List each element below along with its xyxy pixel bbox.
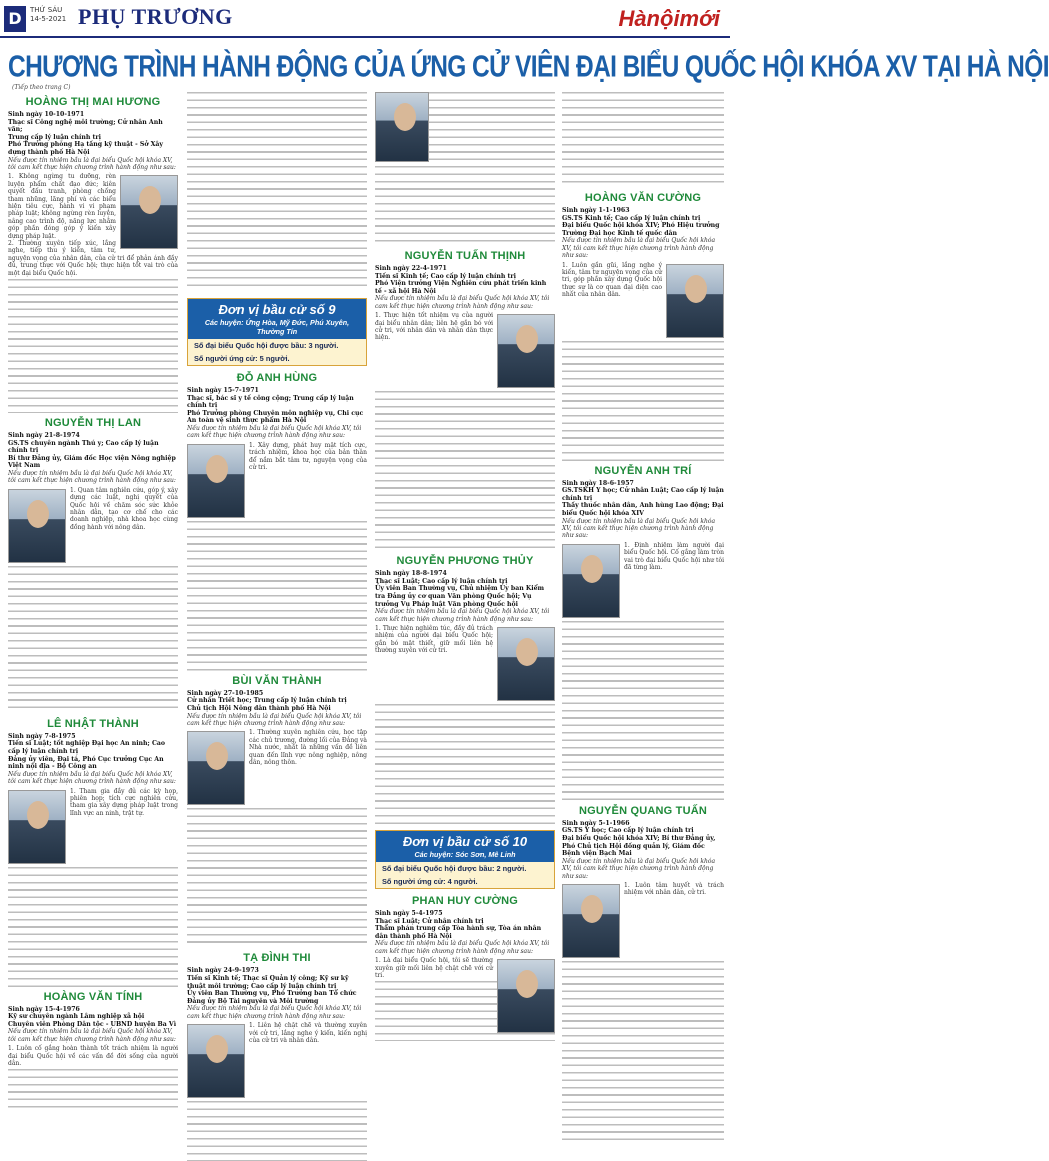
candidate-photo <box>8 790 66 864</box>
candidate-photo <box>8 489 66 563</box>
article-text-block <box>562 92 724 188</box>
candidate-degree: GS.TS Kinh tế; Cao cấp lý luận chính trị <box>562 214 701 222</box>
candidate-degree: Tiến sĩ Luật; tốt nghiệp Đại học An ninh; Cao cấp lý luận chính trị <box>8 740 166 756</box>
candidate-born: Sinh ngày 27-10-1985 <box>187 689 264 697</box>
article-text-block <box>562 621 724 801</box>
program-paragraph: 1. Thường xuyên nghiên cứu, học tập các chủ trương, đường lối của Đảng và Nhà nước, nhất là những vấn đề liên quan đến lĩnh vực nông nghiệp, nông dân, nông thôn. <box>249 729 367 766</box>
candidate-name: LÊ NHẬT THÀNH <box>47 717 139 730</box>
electoral-unit-box <box>375 830 555 889</box>
candidate-photo <box>187 444 245 518</box>
electoral-unit-box <box>187 298 367 366</box>
candidate-intro: Nếu được tín nhiệm bầu là đại biểu Quốc hội khóa XV, tôi cam kết thực hiện chương trình hành động như sau: <box>562 237 716 260</box>
candidate-born: Sinh ngày 1-1-1963 <box>562 207 630 214</box>
program-paragraph: 1. Không ngừng tu dưỡng, rèn luyện phẩm chất đạo đức; kiên quyết đấu tranh, phòng chống tham nhũng, lãng phí và các biểu hiện tiêu cực, hành vi vi phạm pháp luật; không ngừng rèn luyện, nâng cao trình độ, năng lực nhằm góp phần đóng góp ý kiến xây dựng pháp luật. <box>8 173 116 240</box>
article-text-block <box>562 961 724 1141</box>
newspaper-logo: Hànộimới <box>618 6 720 31</box>
candidate-intro: Nếu được tín nhiệm bầu là đại biểu Quốc hội khóa XV, tôi cam kết thực hiện chương trình hành động như sau: <box>187 1005 362 1020</box>
candidate-intro: Nếu được tín nhiệm bầu là đại biểu Quốc hội khóa XV, tôi cam kết thực hiện chương trình hành động như sau: <box>8 770 176 786</box>
candidate-name: HOÀNG THỊ MAI HƯƠNG <box>25 96 161 108</box>
unit-elected: Số đại biểu Quốc hội được bầu: 3 người. <box>194 341 339 350</box>
unit-area: Các huyện: Sóc Sơn, Mê Linh <box>376 850 554 862</box>
candidate-born: Sinh ngày 10-10-1971 <box>8 111 85 118</box>
candidate-born: Sinh ngày 24-9-1973 <box>187 967 259 975</box>
candidate-born: Sinh ngày 7-8-1975 <box>8 732 76 740</box>
candidate-name: HOÀNG VĂN TÍNH <box>43 990 143 1003</box>
candidate-photo <box>120 175 178 249</box>
program-paragraph: 1. Tham gia đầy đủ các kỳ họp, phiên họp; tích cực nghiên cứu, tham gia xây dựng pháp luật trong lĩnh vực an ninh, trật tự. <box>70 787 178 817</box>
unit-candidates: Số người ứng cử: 5 người. <box>194 354 290 363</box>
candidate-photo <box>666 264 724 338</box>
column-4 <box>562 92 724 1027</box>
candidate-intro: Nếu được tín nhiệm bầu là đại biểu Quốc hội khóa XV, tôi cam kết thực hiện chương trình hành động như sau: <box>562 517 716 540</box>
candidate-intro: Nếu được tín nhiệm bầu là đại biểu Quốc hội khóa XV, tôi cam kết thực hiện chương trình hành động như sau: <box>8 156 176 171</box>
candidate-job: Ủy viên Ban Thường vụ, Phó Trưởng ban Tổ chức Đảng ủy Bộ Tài nguyên và Môi trường <box>187 990 357 1005</box>
candidate-job: Thầy thuốc nhân dân, Anh hùng Lao động; Đại biểu Quốc hội khóa XIV <box>562 502 724 517</box>
candidate-born: Sinh ngày 21-8-1974 <box>8 432 80 440</box>
candidate-job: Phó Trưởng phòng Hạ tầng kỹ thuật - Sở Xây dựng thành phố Hà Nội <box>8 141 164 156</box>
candidate-name: NGUYỄN THỊ LAN <box>44 417 142 430</box>
section-name: PHỤ TRƯƠNG <box>78 4 233 29</box>
candidate-degree: Kỹ sư chuyên ngành Lâm nghiệp xã hội <box>8 1013 145 1021</box>
candidate-name: HOÀNG VĂN CƯỜNG <box>584 192 702 204</box>
candidate-name: NGUYỄN ANH TRÍ <box>594 464 692 477</box>
article-text-block <box>562 341 724 461</box>
candidate-born: Sinh ngày 15-4-1976 <box>8 1005 80 1013</box>
candidate-intro: Nếu được tín nhiệm bầu là đại biểu Quốc hội khóa XV, tôi cam kết thực hiện chương trình hành động như sau: <box>375 608 550 623</box>
program-paragraph: 1. Thực hiện nghiêm túc, đầy đủ trách nhiệm của người đại biểu Quốc hội; gắn bó mật thiết, giữ mối liên hệ thường xuyên với cử tri. <box>375 624 493 655</box>
candidate-photo <box>187 1024 245 1098</box>
candidate-born: Sinh ngày 18-6-1957 <box>562 479 634 487</box>
candidate-job: Phó Viện trưởng Viện Nghiên cứu phát triển kinh tế - xã hội Hà Nội <box>375 280 547 295</box>
candidate-degree: Thạc sĩ Luật; Cao cấp lý luận chính trị <box>375 577 508 585</box>
candidate-intro: Nếu được tín nhiệm bầu là đại biểu Quốc hội khóa XV, tôi cam kết thực hiện chương trình hành động như sau: <box>375 940 550 955</box>
candidate-photo <box>187 731 245 805</box>
candidate-name: NGUYỄN TUẤN THỊNH <box>404 250 526 262</box>
candidate-name: NGUYỄN PHƯƠNG THỦY <box>396 555 534 568</box>
candidate-name: PHAN HUY CƯỜNG <box>411 894 519 907</box>
candidate-intro: Nếu được tín nhiệm bầu là đại biểu Quốc hội khóa XV, tôi cam kết thực hiện chương trình hành động như sau: <box>8 470 176 485</box>
candidate-name: ĐỖ ANH HÙNG <box>236 372 318 384</box>
candidate-degree: Cử nhân Triết học; Trung cấp lý luận chính trị <box>187 697 347 705</box>
article-text-block <box>8 867 178 987</box>
page-header <box>0 0 730 40</box>
candidate-degree: GS.TSKH Y học; Cử nhân Luật; Cao cấp lý luận chính trị <box>562 487 724 502</box>
candidate-role: Trung cấp lý luận chính trị <box>8 133 101 141</box>
program-paragraph: 1. Định nhiệm làm người đại biểu Quốc hội. Cố gắng làm tròn vai trò đại biểu Quốc hội như tôi đã từng làm. <box>624 541 724 571</box>
article-text-block <box>187 92 367 292</box>
article-text-block <box>187 808 367 948</box>
unit-title: Đơn vị bầu cử số 10 <box>376 831 554 850</box>
candidate-intro: Nếu được tín nhiệm bầu là đại biểu Quốc hội khóa XV, tôi cam kết thực hiện chương trình hành động như sau: <box>8 1028 176 1043</box>
candidate-born: Sinh ngày 15-7-1971 <box>187 387 259 394</box>
program-paragraph: 1. Luôn cố gắng hoàn thành tốt trách nhiệm là người đại biểu Quốc hội về các vấn đề đời sống của người dân. <box>8 1045 178 1068</box>
candidate-degree: GS.TS chuyên ngành Thú y; Cao cấp lý luận chính trị <box>8 439 159 455</box>
candidate-job: Phó Trưởng phòng Chuyên môn nghiệp vụ, Chi cục An toàn vệ sinh thực phẩm Hà Nội <box>187 409 364 425</box>
page-headline: CHƯƠNG TRÌNH HÀNH ĐỘNG CỦA ỨNG CỬ VIÊN ĐẠI BIỂU QUỐC HỘI KHÓA XV TẠI HÀ NỘI <box>8 50 1049 84</box>
program-paragraph: 2. Thường xuyên tiếp xúc, lắng nghe, tiếp thu ý kiến, tâm tư, nguyện vọng của nhân dân, của cử tri để phản ánh đầy đủ, trung thực với Quốc hội; thực hiện tốt vai trò của một đại biểu Quốc hội. <box>8 240 178 277</box>
article-text-block <box>375 704 555 824</box>
page-letter: D <box>4 6 26 32</box>
article-text-block <box>375 391 555 551</box>
candidate-degree: Thạc sĩ Công nghệ môi trường; Cử nhân Anh văn; <box>8 118 163 134</box>
candidate-job: Đại biểu Quốc hội khóa XIV; Phó Hiệu trưởng Trường Đại học Kinh tế quốc dân <box>562 222 720 237</box>
candidate-name: BÙI VĂN THÀNH <box>232 674 322 687</box>
candidate-degree: Tiến sĩ Kinh tế; Cao cấp lý luận chính trị <box>375 272 516 280</box>
unit-area: Các huyện: Ứng Hòa, Mỹ Đức, Phú Xuyên, Thường Tín <box>188 318 366 339</box>
candidate-job: Đảng ủy viên, Đại tá, Phó Cục trưởng Cục An ninh nội địa - Bộ Công an <box>8 755 164 771</box>
candidate-born: Sinh ngày 5-4-1975 <box>375 909 443 917</box>
continued-note: (Tiếp theo trang C) <box>12 84 71 91</box>
candidate-job: Chủ tịch Hội Nông dân thành phố Hà Nội <box>187 704 331 712</box>
program-paragraph: 1. Thực hiện tốt nhiệm vụ của người đại biểu nhân dân; liên hệ gắn bó với cử tri, với nhân dân và nhân dân thực hiện. <box>375 312 493 342</box>
candidate-job: Thẩm phán trung cấp Tòa hành sự, Tòa án nhân dân thành phố Hà Nội <box>375 925 542 940</box>
issue-date <box>30 6 66 24</box>
program-paragraph: 1. Quan tâm nghiên cứu, góp ý, xây dựng các luật, nghị quyết của Quốc hội về chăm sóc sức khỏe nhân dân, tạo cơ chế cho các doanh nghiệp, nhà khoa học cùng đồng hành với nông dân. <box>70 486 178 531</box>
candidate-photo <box>562 544 620 618</box>
candidate-name: NGUYỄN QUANG TUẤN <box>578 804 708 817</box>
program-paragraph: 1. Luôn gần gũi, lắng nghe ý kiến, tâm tư nguyện vọng của cử tri, góp phần xây dựng Quốc hội thực sự là cơ quan đại diện cao nhất của nhân dân. <box>562 261 662 299</box>
issue-date-value: 14-5-2021 <box>30 15 67 23</box>
candidate-job: Ủy viên Ban Thường vụ, Chủ nhiệm Ủy ban Kiểm tra Đảng ủy cơ quan Văn phòng Quốc hội; Vụ trưởng Vụ Pháp luật Văn phòng Quốc hội <box>375 585 545 608</box>
program-paragraph: 1. Là đại biểu Quốc hội, tôi sẽ thường xuyên giữ mối liên hệ chặt chẽ với cử tri. <box>375 957 493 979</box>
article-text-block <box>8 279 178 413</box>
candidate-intro: Nếu được tín nhiệm bầu là đại biểu Quốc hội khóa XV, tôi cam kết thực hiện chương trình hành động như sau: <box>375 295 550 310</box>
article-text-block <box>8 1069 178 1109</box>
candidate-photo <box>375 92 429 162</box>
column-2 <box>187 92 367 1044</box>
header-divider <box>0 36 730 38</box>
unit-candidates: Số người ứng cử: 4 người. <box>382 876 478 886</box>
candidate-photo <box>497 959 555 1033</box>
candidate-intro: Nếu được tín nhiệm bầu là đại biểu Quốc hội khóa XV, tôi cam kết thực hiện chương trình hành động như sau: <box>562 857 716 880</box>
candidate-degree: GS.TS Y học; Cao cấp lý luận chính trị <box>562 827 694 835</box>
unit-title: Đơn vị bầu cử số 9 <box>188 299 366 318</box>
candidate-degree: Thạc sĩ, bác sĩ y tế công cộng; Trung cấp lý luận chính trị <box>187 394 354 410</box>
program-paragraph: 1. Luôn tâm huyết và trách nhiệm với nhân dân, cử tri. <box>624 881 724 897</box>
article-text-block <box>187 521 367 671</box>
candidate-born: Sinh ngày 22-4-1971 <box>375 265 447 272</box>
issue-day: THỨ SÁU <box>30 6 63 14</box>
candidate-degree: Thạc sĩ Luật; Cử nhân chính trị <box>375 917 484 925</box>
candidate-job: Chuyên viên Phòng Dân tộc - UBND huyện Ba Vì <box>8 1020 177 1028</box>
candidate-photo <box>497 627 555 701</box>
candidate-photo <box>562 884 620 958</box>
candidate-job: Đại biểu Quốc hội khóa XIV; Bí thư Đảng ủy, Phó Chủ tịch Hội đồng quản lý, Giám đốc Bệnh viện Bạch Mai <box>562 834 716 858</box>
candidate-job: Bí thư Đảng ủy, Giám đốc Học viện Nông nghiệp Việt Nam <box>8 454 176 470</box>
program-paragraph: 1. Liên hệ chặt chẽ và thường xuyên với cử tri, lắng nghe ý kiến, kiến nghị của cử tri và nhân dân. <box>249 1022 367 1044</box>
article-text-block <box>187 1101 367 1161</box>
candidate-name: TẠ ĐÌNH THI <box>243 952 311 965</box>
article-text-block <box>8 566 178 714</box>
candidate-degree: Tiến sĩ Kinh tế; Thạc sĩ Quản lý công; Kỹ sư kỹ thuật môi trường; Cao cấp lý luận chính trị <box>187 974 349 990</box>
program-paragraph: 1. Xây dựng, phát huy mặt tích cực, trách nhiệm, khoa học của bản thân để nắm bắt tâm tư, nguyện vọng của cử tri. <box>249 441 367 471</box>
candidate-born: Sinh ngày 5-1-1966 <box>562 819 630 827</box>
column-3 <box>375 92 555 1027</box>
unit-elected: Số đại biểu Quốc hội được bầu: 2 người. <box>382 863 527 873</box>
candidate-born: Sinh ngày 18-8-1974 <box>375 570 447 578</box>
candidate-photo <box>497 314 555 388</box>
column-1 <box>8 92 178 1068</box>
candidate-intro: Nếu được tín nhiệm bầu là đại biểu Quốc hội khóa XV, tôi cam kết thực hiện chương trình hành động như sau: <box>187 712 362 727</box>
candidate-intro: Nếu được tín nhiệm bầu là đại biểu Quốc hội khóa XV, tôi cam kết thực hiện chương trình hành động như sau: <box>187 424 362 440</box>
